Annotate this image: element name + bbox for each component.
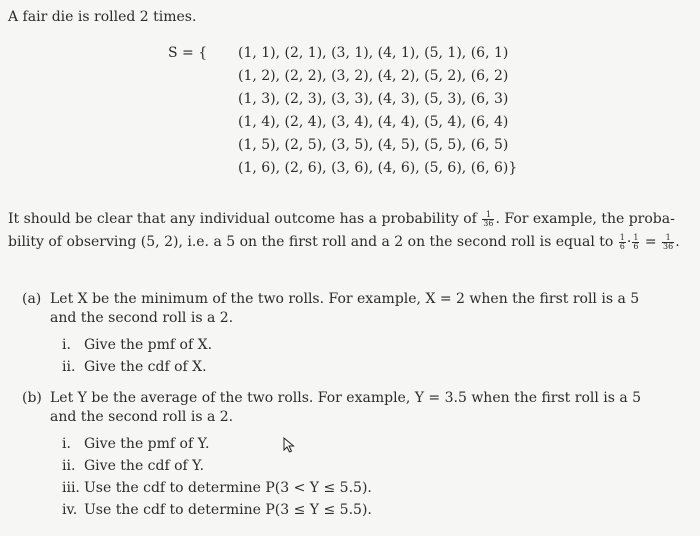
period: . xyxy=(675,234,680,250)
part-b-item-text: Give the cdf of Y. xyxy=(84,458,205,474)
paragraph-text: . For example, the proba- xyxy=(495,211,675,227)
sample-space-label: S = { xyxy=(168,45,208,61)
part-a-label: (a) xyxy=(22,291,42,307)
part-a-item-number: i. xyxy=(62,337,71,353)
fraction-one-over-6: $\frac{1}{6}$ xyxy=(633,232,639,251)
fraction-one-over-36: $\frac{1}{36}$ xyxy=(663,232,674,251)
probability-paragraph-line-1 xyxy=(8,210,675,228)
sample-space-row: (1, 5), (2, 5), (3, 5), (4, 5), (5, 5), (6, 5) xyxy=(238,137,509,153)
part-a-item-text: Give the cdf of X. xyxy=(84,359,207,375)
part-a-text: Let X be the minimum of the two rolls. For example, X = 2 when the first roll is a 5 xyxy=(50,291,640,307)
part-b-text: and the second roll is a 2. xyxy=(50,409,234,425)
part-b-text: Let Y be the average of the two rolls. For example, Y = 3.5 when the first roll is a 5 xyxy=(50,390,642,406)
part-a-item-number: ii. xyxy=(62,359,76,375)
probability-paragraph-line-2 xyxy=(8,233,680,251)
part-b-item-text: Give the pmf of Y. xyxy=(84,436,210,452)
part-b-item-text: Use the cdf to determine P(3 ≤ Y ≤ 5.5). xyxy=(84,502,372,518)
sample-space-row: (1, 6), (2, 6), (3, 6), (4, 6), (5, 6), (6, 6)} xyxy=(238,160,518,176)
part-b-item-number: iv. xyxy=(62,502,78,518)
problem-intro: A fair die is rolled 2 times. xyxy=(8,9,197,25)
part-b-item-text: Use the cdf to determine P(3 < Y ≤ 5.5). xyxy=(84,480,372,496)
sample-space-row: (1, 2), (2, 2), (3, 2), (4, 2), (5, 2), (6, 2) xyxy=(238,68,509,84)
part-b-label: (b) xyxy=(22,390,42,406)
part-b-item-number: iii. xyxy=(62,480,80,496)
multiply-dot: · xyxy=(626,234,632,250)
sample-space-row: (1, 3), (2, 3), (3, 3), (4, 3), (5, 3), (6, 3) xyxy=(238,91,509,107)
mouse-pointer-icon xyxy=(283,437,295,457)
part-a-item-text: Give the pmf of X. xyxy=(84,337,213,353)
paragraph-text: bility of observing (5, 2), i.e. a 5 on the first roll and a 2 on the second roll is equal to xyxy=(8,234,614,250)
paragraph-text: It should be clear that any individual outcome has a probability of xyxy=(8,211,477,227)
sample-space-row: (1, 1), (2, 1), (3, 1), (4, 1), (5, 1), (6, 1) xyxy=(238,45,509,61)
part-a-text: and the second roll is a 2. xyxy=(50,310,234,326)
part-b-item-number: ii. xyxy=(62,458,76,474)
equals-sign: = xyxy=(644,234,657,250)
fraction-one-over-36: $\frac{1}{36}$ xyxy=(483,209,494,228)
fraction-one-over-6: $\frac{1}{6}$ xyxy=(619,232,625,251)
part-b-item-number: i. xyxy=(62,436,71,452)
sample-space-row: (1, 4), (2, 4), (3, 4), (4, 4), (5, 4), (6, 4) xyxy=(238,114,509,130)
